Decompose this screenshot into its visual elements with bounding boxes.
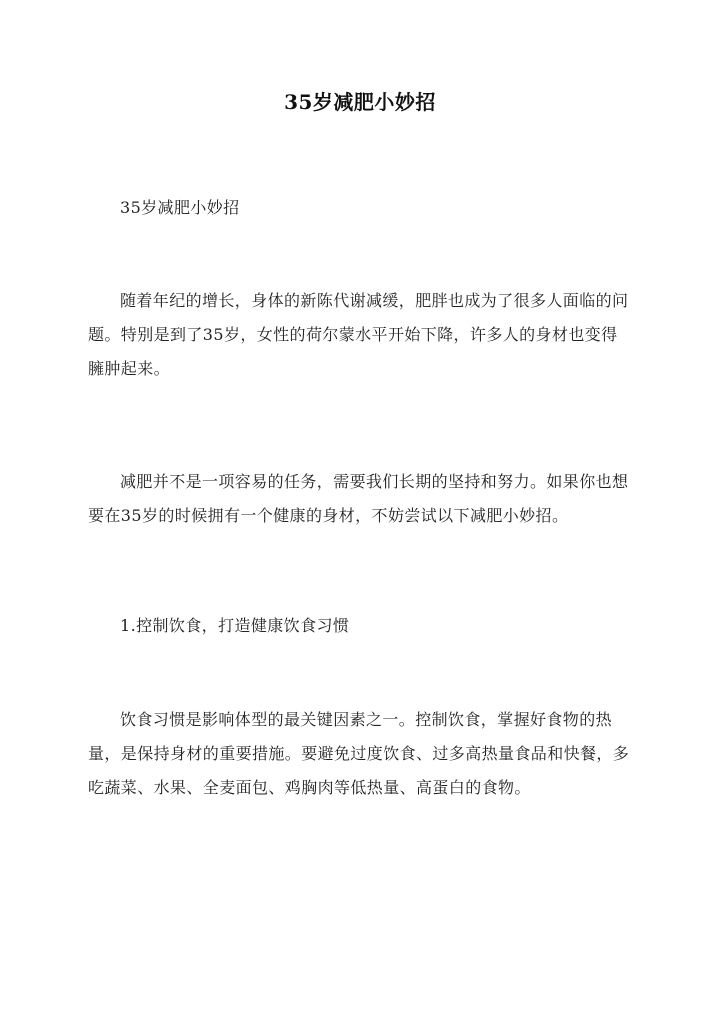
diet-paragraph: 饮食习惯是影响体型的最关键因素之一。控制饮食，掌握好食物的热量，是保持身材的重要措施。要避免过度饮食、过多高热量食品和快餐，多吃蔬菜、水果、全麦面包、鸡胸肉等低热量、高蛋白的食物。 <box>88 710 630 797</box>
intro-paragraph: 随着年纪的增长，身体的新陈代谢减缓，肥胖也成为了很多人面临的问题。特别是到了35岁，女性的荷尔蒙水平开始下降，许多人的身材也变得臃肿起来。 <box>88 291 629 378</box>
section-heading: 1.控制饮食，打造健康饮食习惯 <box>120 616 350 635</box>
motivation-paragraph: 减肥并不是一项容易的任务，需要我们长期的坚持和努力。如果你也想要在35岁的时候拥有一个健康的身材，不妨尝试以下减肥小妙招。 <box>88 472 629 525</box>
page-title: 35岁减肥小妙招 <box>284 90 436 114</box>
subtitle-paragraph: 35岁减肥小妙招 <box>120 198 240 217</box>
